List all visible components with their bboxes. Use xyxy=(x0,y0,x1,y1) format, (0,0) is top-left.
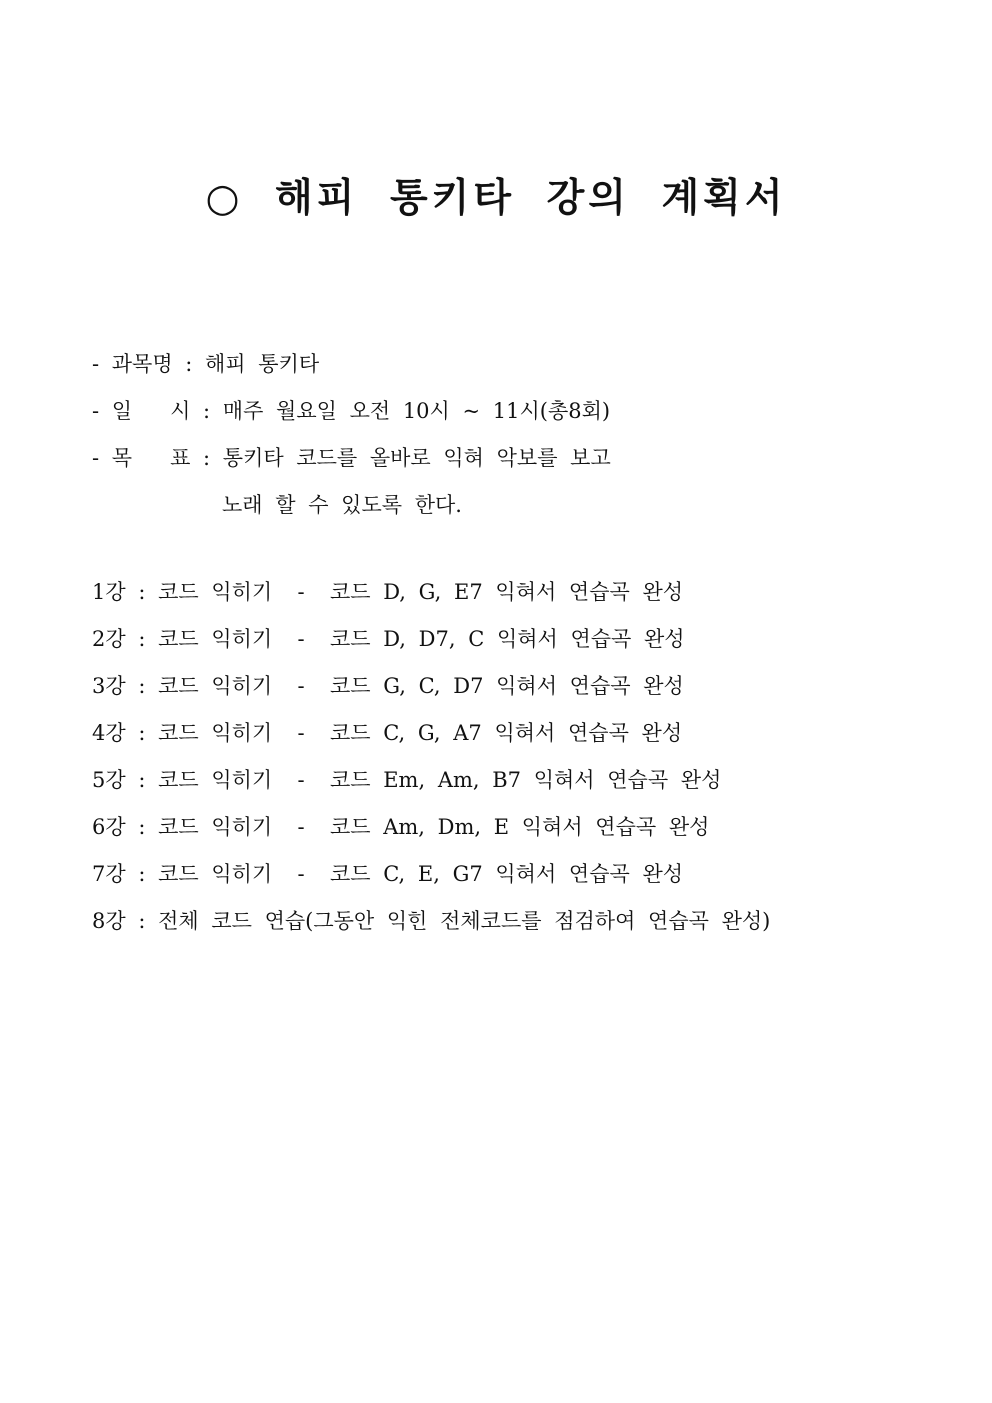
lesson-item-1: 1강 : 코드 익히기 - 코드 D, G, E7 익혀서 연습곡 완성 xyxy=(92,580,684,604)
lesson-list xyxy=(92,569,770,945)
lesson-item-6: 6강 : 코드 익히기 - 코드 Am, Dm, E 익혀서 연습곡 완성 xyxy=(92,815,710,839)
course-name-line: - 과목명 : 해피 통키타 xyxy=(92,352,320,376)
lesson-item-5: 5강 : 코드 익히기 - 코드 Em, Am, B7 익혀서 연습곡 완성 xyxy=(92,768,722,792)
goal-continuation-line: 노래 할 수 있도록 한다. xyxy=(222,493,462,517)
lesson-item-2: 2강 : 코드 익히기 - 코드 D, D7, C 익혀서 연습곡 완성 xyxy=(92,627,685,651)
lesson-item-4: 4강 : 코드 익히기 - 코드 C, G, A7 익혀서 연습곡 완성 xyxy=(92,721,683,745)
course-info-block xyxy=(92,341,611,529)
lesson-item-8: 8강 : 전체 코드 연습(그동안 익힌 전체코드를 점검하여 연습곡 완성) xyxy=(92,909,771,933)
lesson-item-7: 7강 : 코드 익히기 - 코드 C, E, G7 익혀서 연습곡 완성 xyxy=(92,862,684,886)
document-title: ○ 해피 통키타 강의 계획서 xyxy=(205,175,787,221)
lesson-item-3: 3강 : 코드 익히기 - 코드 G, C, D7 익혀서 연습곡 완성 xyxy=(92,674,684,698)
schedule-line: - 일 시 : 매주 월요일 오전 10시 ~ 11시(총8회) xyxy=(92,399,611,423)
goal-line: - 목 표 : 통키타 코드를 올바로 익혀 악보를 보고 xyxy=(92,446,611,470)
